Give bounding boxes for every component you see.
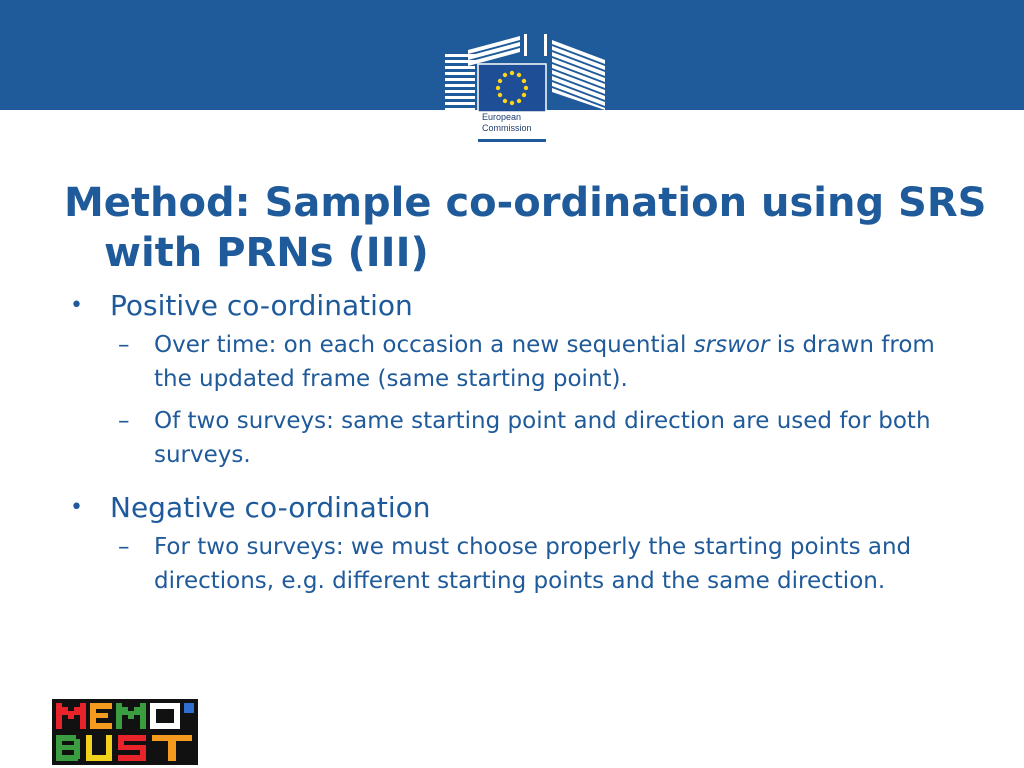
ec-logo-line1: European <box>482 112 522 122</box>
ec-logo-line2: Commission <box>482 123 532 133</box>
dash-icon: – <box>118 408 130 434</box>
slide-title: Method: Sample co-ordination using SRS with PRNs (III) <box>64 180 987 276</box>
ec-logo-underline <box>478 139 546 142</box>
sub-bullet-text: Of two surveys: same starting point and direction are used for both surveys. <box>154 408 931 468</box>
bullet-dot-icon: • <box>70 293 83 318</box>
bullet-negative-coordination <box>70 488 970 528</box>
sub-bullet-over-time <box>118 328 964 396</box>
slide-content <box>70 286 970 606</box>
bullet-positive-coordination <box>70 286 970 326</box>
sub-bullet-text-post: is drawn from the updated frame (same starting point). <box>154 332 935 392</box>
sub-bullet-text-em: srswor <box>693 332 770 358</box>
memobust-logo <box>52 699 198 765</box>
dash-icon: – <box>118 534 130 560</box>
ec-logo-text <box>482 112 572 134</box>
bullet-text: Negative co-ordination <box>110 491 431 524</box>
bullet-dot-icon: • <box>70 495 83 520</box>
sub-bullet-two-surveys <box>118 404 964 472</box>
sub-bullet-text-pre: Over time: on each occasion a new sequential <box>154 332 694 358</box>
bullet-text: Positive co-ordination <box>110 289 413 322</box>
dash-icon: – <box>118 332 130 358</box>
sub-bullet-starting-points <box>118 530 964 598</box>
sub-bullet-text: For two surveys: we must choose properly the starting points and directions, e.g. different starting points and the same direction. <box>154 534 912 594</box>
